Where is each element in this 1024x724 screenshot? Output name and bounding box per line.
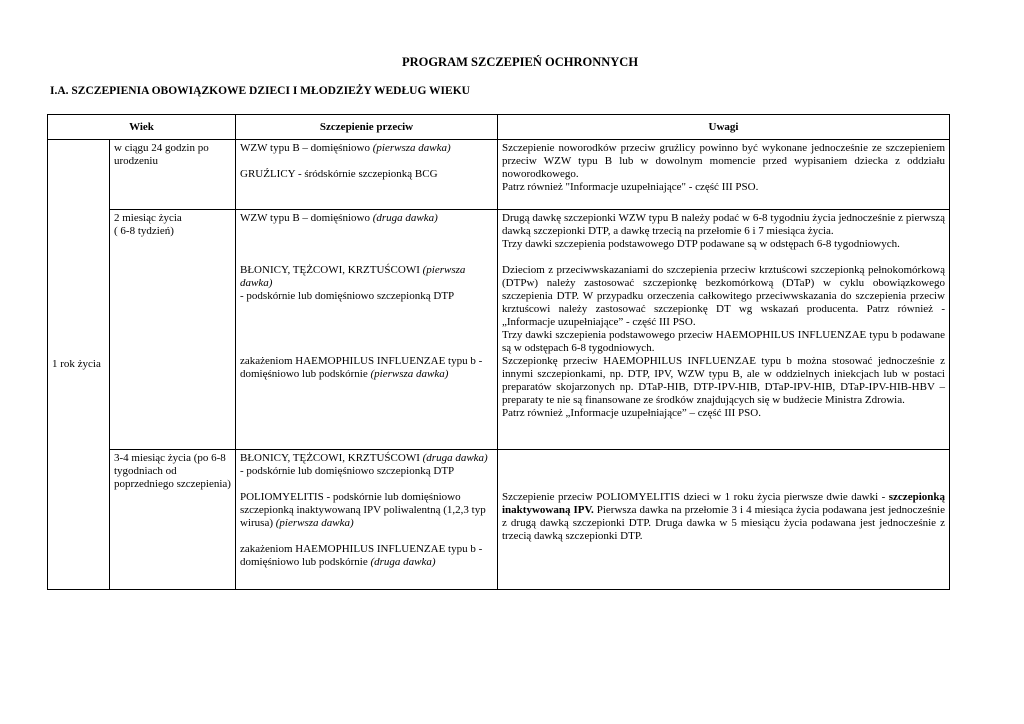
table-row <box>48 140 950 210</box>
vaccine-entry: GRUŹLICY - śródskórnie szczepionką BCG <box>240 168 438 180</box>
age-line: 2 miesiąc życia <box>114 212 182 224</box>
header-age: Wiek <box>48 115 236 140</box>
note-text: Pierwsza dawka na przełomie 3 i 4 miesiąca życia podawana jest jednocześnie z drugą dawką szczepionki DTP. Druga dawka w 5 miesiącu życia podawana jest jednocześnie z trzecią dawką szczepionki DTP. <box>502 504 945 542</box>
age-group-cell: 1 rok życia <box>48 140 110 590</box>
note-paragraph <box>502 491 945 543</box>
vaccine-entry <box>240 142 493 155</box>
note-paragraph: Patrz również „Informacje uzupełniające” – część III PSO. <box>502 407 761 419</box>
vaccine-text: POLIOMYELITIS - podskórnie lub domięśniowo szczepionką inaktywowaną IPV poliwalentną (1,2,3 typ wirusa) <box>240 491 486 529</box>
section-title: I.A. SZCZEPIENIA OBOWIĄZKOWE DZIECI I MŁODZIEŻY WEDŁUG WIEKU <box>50 85 470 97</box>
table-row <box>48 210 950 450</box>
header-vaccination: Szczepienie przeciw <box>236 115 498 140</box>
vaccine-entry <box>240 491 493 530</box>
note-paragraph: Dzieciom z przeciwwskazaniami do szczepienia przeciw krztuścowi szczepionką pełnokomórkową (DTPw) należy zastosować szczepionkę bezkomórkową (DTaP) w cyklu obowiązkowego szczepienia DTP. W przypadku orzeczenia całkowitego przeciwwskazania do szczepienia przeciw krztuścowi należy zastosować szczepionkę DT wg wskazań producenta. Patrz również - „Informacje uzupełniające” - część III PSO. <box>502 264 945 328</box>
note-paragraph: Szczepienie noworodków przeciw gruźlicy powinno być wykonane jednocześnie ze szczepieniem przeciw WZW typu B lub w dowolnym momencie przed wypisaniem dziecka z oddziału noworodkowego. <box>502 142 945 180</box>
dose-label: (druga dawka) <box>370 556 436 568</box>
vaccine-entry <box>240 264 493 290</box>
vaccine-entry <box>240 355 493 381</box>
vaccine-text: BŁONICY, TĘŻCOWI, KRZTUŚCOWI <box>240 452 423 464</box>
age-cell <box>110 210 236 450</box>
vaccine-text: WZW typu B – domięśniowo <box>240 142 373 154</box>
header-notes: Uwagi <box>498 115 950 140</box>
note-paragraph: Drugą dawkę szczepionki WZW typu B należy podać w 6-8 tygodniu życia jednocześnie z pierwszą dawką szczepionki DTP, a dawkę trzecią na przełomie 6 i 7 miesiąca życia. <box>502 212 945 237</box>
vaccine-entry <box>240 212 493 225</box>
age-line: ( 6-8 tydzień) <box>114 225 174 237</box>
note-text: Szczepienie przeciw POLIOMYELITIS dzieci w 1 roku życia pierwsze dwie dawki - <box>502 491 889 503</box>
vaccine-route: - podskórnie lub domięśniowo szczepionką DTP <box>240 465 455 477</box>
dose-label: (pierwsza dawka) <box>275 517 354 529</box>
document-title: PROGRAM SZCZEPIEŃ OCHRONNYCH <box>401 55 639 69</box>
vaccine-route: - podskórnie lub domięśniowo szczepionką DTP <box>240 290 455 302</box>
vaccination-cell <box>236 210 498 450</box>
vaccination-cell <box>236 140 498 210</box>
age-cell: 3-4 miesiąc życia (po 6-8 tygodniach od poprzedniego szczepienia) <box>110 450 236 590</box>
vaccination-schedule-table <box>47 114 950 590</box>
note-paragraph: Patrz również "Informacje uzupełniające" - część III PSO. <box>502 181 759 193</box>
vaccine-text: zakażeniom HAEMOPHILUS INFLUENZAE typu b - domięśniowo lub podskórnie <box>240 355 483 380</box>
note-paragraph: Szczepionkę przeciw HAEMOPHILUS INFLUENZAE typu b można stosować jednocześnie z innymi szczepionkami, np. DTP, IPV, WZW typu B, ale w oddzielnych iniekcjach lub w postaci preparatów skojarzonych np. DTaP-HIB, DTP-IPV-HIB, DTaP-IPV-HIB, DTaP-IPV-HIB-HBV – preparaty te nie są finansowane ze środków znajdujących się w budżecie Ministra Zdrowia. <box>502 355 945 406</box>
dose-label: (druga dawka) <box>372 212 438 224</box>
note-bold-text: szczepionką inaktywowaną IPV. <box>502 491 945 516</box>
note-paragraph: Trzy dawki szczepienia podstawowego przeciw HAEMOPHILUS INFLUENZAE typu b podawane są w odstępach 6-8 tygodniowych. <box>502 329 945 354</box>
dose-label: (druga dawka) <box>422 452 488 464</box>
vaccine-text: WZW typu B – domięśniowo <box>240 212 373 224</box>
dose-label: (pierwsza dawka) <box>370 368 449 380</box>
note-paragraph: Trzy dawki szczepienia podstawowego DTP podawane są w odstępach 6-8 tygodniowych. <box>502 238 900 250</box>
vaccine-entry <box>240 543 493 569</box>
notes-cell <box>498 450 950 590</box>
vaccination-cell <box>236 450 498 590</box>
age-cell: w ciągu 24 godzin po urodzeniu <box>110 140 236 210</box>
table-header-row <box>48 115 950 140</box>
vaccine-text: BŁONICY, TĘŻCOWI, KRZTUŚCOWI <box>240 264 423 276</box>
table-row <box>48 450 950 590</box>
notes-cell <box>498 140 950 210</box>
vaccine-text: zakażeniom HAEMOPHILUS INFLUENZAE typu b - domięśniowo lub podskórnie <box>240 543 483 568</box>
dose-label: (pierwsza dawka) <box>372 142 451 154</box>
notes-cell <box>498 210 950 450</box>
vaccine-entry <box>240 452 493 465</box>
dose-label: (pierwsza dawka) <box>240 264 466 289</box>
